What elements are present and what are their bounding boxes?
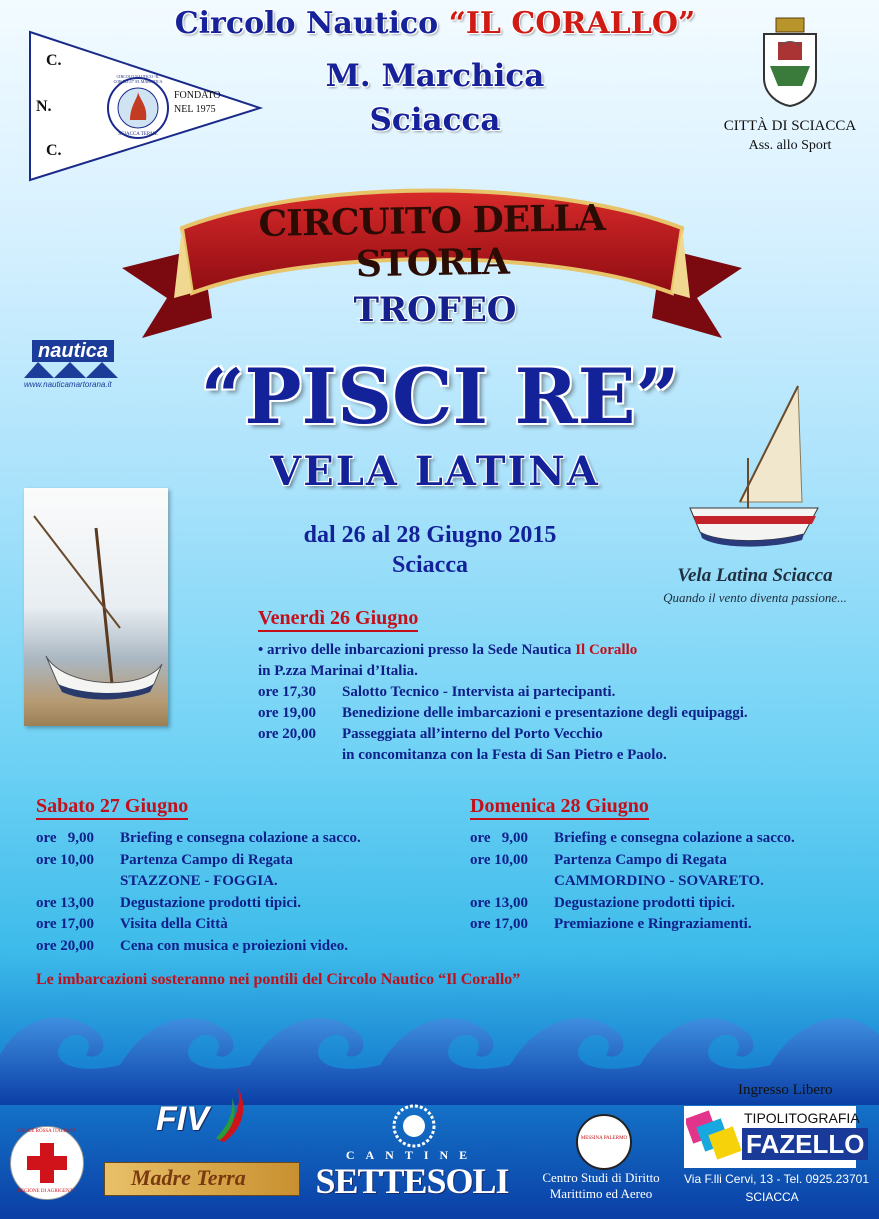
schedule-time: ore 20,00 bbox=[36, 937, 95, 954]
madre-terra-text: Madre Terra bbox=[131, 1165, 246, 1190]
schedule-row bbox=[36, 850, 361, 872]
sunday-items bbox=[470, 828, 795, 936]
club-name-highlight: “IL CORALLO” bbox=[448, 6, 696, 41]
friday-line1 bbox=[258, 640, 858, 661]
schedule-time: ore 19,00 bbox=[258, 705, 317, 721]
schedule-activity: Partenza Campo di Regata bbox=[554, 851, 727, 868]
pennant-letter-n: N. bbox=[36, 98, 52, 115]
schedule-row bbox=[258, 703, 858, 724]
schedule-activity: Degustazione prodotti tipici. bbox=[554, 894, 735, 911]
schedule-activity: Degustazione prodotti tipici. bbox=[120, 894, 301, 911]
schedule-time: ore 13,00 bbox=[36, 894, 95, 911]
schedule-time: ore 10,00 bbox=[36, 851, 95, 868]
club-name-prefix: Circolo Nautico bbox=[174, 6, 449, 41]
schedule-row bbox=[36, 871, 361, 893]
pennant-letter-c2: C. bbox=[46, 142, 62, 159]
schedule-time: ore 17,30 bbox=[258, 684, 317, 700]
club-city: Sciacca bbox=[369, 102, 501, 138]
nautica-url: www.nauticamartorana.it bbox=[24, 380, 112, 389]
sunday-heading: Domenica 28 Giugno bbox=[470, 794, 649, 820]
schedule-time: ore 20,00 bbox=[258, 726, 317, 742]
cantine-text: CANTINE bbox=[345, 1148, 479, 1162]
pennant-seal-text: CIRCOLO NAUTICO “IL CORALLO” M. MARCHICA bbox=[113, 74, 163, 84]
city-crest-icon bbox=[758, 16, 822, 108]
schedule-activity: Briefing e consegna colazione a sacco. bbox=[120, 830, 361, 846]
boat-caption-title: Vela Latina Sciacca bbox=[677, 565, 833, 586]
nautica-logo bbox=[20, 340, 130, 390]
saturday-heading: Sabato 27 Giugno bbox=[36, 794, 188, 820]
fazello-logo bbox=[684, 1106, 865, 1168]
centro-studi-line1: Centro Studi di Diritto bbox=[542, 1170, 660, 1185]
schedule-activity: Cena con musica e proiezioni video. bbox=[120, 937, 349, 954]
settesoli-text: SETTESOLI bbox=[315, 1161, 509, 1201]
schedule-row bbox=[470, 893, 795, 915]
friday-line1-highlight: Il Corallo bbox=[575, 642, 638, 658]
schedule-time bbox=[470, 871, 554, 893]
schedule-activity: Passeggiata all’interno del Porto Vecchio bbox=[342, 726, 603, 742]
event-subtitle: VELA LATINA bbox=[270, 448, 600, 495]
schedule-activity: Salotto Tecnico - Intervista ai partecipanti. bbox=[342, 684, 616, 700]
schedule-row bbox=[36, 914, 361, 936]
schedule-row bbox=[470, 914, 795, 936]
schedule-row bbox=[470, 871, 795, 893]
schedule-row bbox=[36, 828, 361, 850]
schedule-time: ore 13,00 bbox=[470, 894, 529, 911]
centro-studi-seal bbox=[576, 1114, 632, 1170]
friday-line1-text: • arrivo delle inbarcazioni presso la Sede Nautica bbox=[258, 642, 576, 658]
sailboat-illustration bbox=[686, 384, 822, 554]
schedule-activity: Briefing e consegna colazione a sacco. bbox=[554, 830, 795, 846]
moorings-note: Le imbarcazioni sosteranno nei pontili del Circolo Nautico “Il Corallo” bbox=[36, 971, 521, 988]
club-subtitle: M. Marchica bbox=[325, 58, 545, 94]
event-place: Sciacca bbox=[392, 552, 468, 578]
tipolitografia-text: TIPOLITOGRAFIA bbox=[744, 1110, 860, 1126]
saturday-items bbox=[36, 828, 361, 957]
schedule-time: ore 9,00 bbox=[36, 830, 95, 846]
fazello-city: SCIACCA bbox=[745, 1190, 799, 1204]
event-title: “PISCI RE” bbox=[200, 352, 680, 441]
schedule-activity: Benedizione delle imbarcazioni e presentazione degli equipaggi. bbox=[342, 705, 748, 721]
city-department: Ass. allo Sport bbox=[748, 138, 832, 153]
ribbon-banner bbox=[112, 168, 752, 368]
red-cross-text: CROCE ROSSA ITALIANA bbox=[17, 1129, 77, 1134]
friday-heading: Venerdì 26 Giugno bbox=[258, 606, 418, 632]
trofeo-label: TROFEO bbox=[353, 290, 517, 330]
red-cross-subtext: REGIONE DI AGRIGENTO bbox=[17, 1189, 77, 1194]
schedule-time: ore 17,00 bbox=[470, 916, 529, 932]
fazello-text: FAZELLO bbox=[742, 1128, 868, 1160]
friday-block bbox=[258, 640, 858, 766]
schedule-activity: CAMMORDINO - SOVARETO. bbox=[554, 873, 764, 889]
banner-text: CIRCUITO DELLA STORIA bbox=[258, 196, 606, 286]
free-entry: Ingresso Libero bbox=[738, 1082, 833, 1098]
pennant-year: NEL 1975 bbox=[174, 104, 216, 115]
schedule-time: ore 17,00 bbox=[36, 916, 95, 932]
friday-line2: in P.zza Marinai d’Italia. bbox=[258, 663, 418, 679]
friday-items bbox=[258, 682, 858, 745]
boat-caption-motto: Quando il vento diventa passione... bbox=[663, 590, 847, 605]
red-cross-logo bbox=[10, 1126, 84, 1200]
event-dates: dal 26 al 28 Giugno 2015 bbox=[303, 522, 557, 548]
schedule-row bbox=[36, 893, 361, 915]
pennant-letter-c1: C. bbox=[46, 52, 62, 69]
schedule-time: ore 9,00 bbox=[470, 830, 529, 846]
centro-studi-line2: Marittimo ed Aereo bbox=[549, 1186, 653, 1201]
friday-continuation: in concomitanza con la Festa di San Pietro e Paolo. bbox=[342, 747, 667, 763]
pennant-founded: FONDATO bbox=[174, 90, 221, 101]
schedule-row bbox=[36, 936, 361, 958]
nautica-logo-text: nautica bbox=[32, 340, 114, 362]
schedule-activity: Partenza Campo di Regata bbox=[120, 851, 293, 868]
madre-terra-logo bbox=[104, 1162, 300, 1196]
schedule-row bbox=[258, 682, 858, 703]
red-cross-bar bbox=[27, 1156, 67, 1170]
schedule-activity: STAZZONE - FOGGIA. bbox=[120, 873, 278, 889]
schedule-time: ore 10,00 bbox=[470, 851, 529, 868]
boat-photo bbox=[24, 488, 168, 726]
centro-studi-seal-text: MESSINA PALERMO bbox=[580, 1136, 628, 1141]
pennant-seal-bottom: SCIACCA TERME bbox=[118, 132, 158, 137]
schedule-row bbox=[470, 850, 795, 872]
fiv-text: FIV bbox=[156, 1100, 209, 1138]
club-pennant-logo bbox=[26, 28, 264, 184]
settesoli-sun-icon bbox=[392, 1104, 436, 1148]
schedule-row bbox=[258, 724, 858, 745]
fazello-address: Via F.lli Cervi, 13 - Tel. 0925.23701 bbox=[684, 1172, 869, 1186]
schedule-row bbox=[470, 828, 795, 850]
city-name: CITTÀ DI SCIACCA bbox=[723, 118, 857, 134]
schedule-activity: Premiazione e Ringraziamenti. bbox=[554, 916, 752, 932]
fiv-logo bbox=[156, 1086, 248, 1142]
schedule-time bbox=[36, 871, 120, 893]
schedule-activity: Visita della Città bbox=[120, 916, 228, 932]
